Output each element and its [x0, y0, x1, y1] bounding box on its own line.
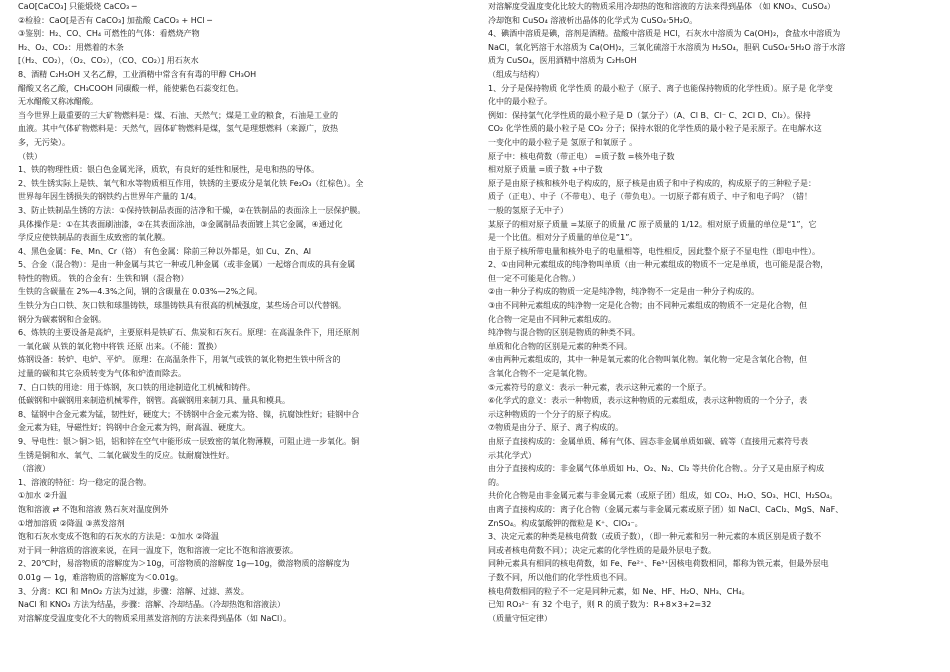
text-line: 1、铁的物理性质：银白色金属光泽，质软，有良好的延性和展性，是电和热的导体。 — [18, 165, 320, 175]
text-line: 核电荷数相同的粒子不一定是同种元素，如 Ne、HF、H₂O、NH₃、CH₄。 — [488, 586, 750, 596]
text-line: 饱和溶液 ⇄ 不饱和溶液 熟石灰对温度例外 — [18, 504, 169, 514]
text-line: 单质和化合物的区别是元素的种类不同。 — [488, 341, 632, 351]
text-line: ④由两种元素组成的，其中一种是氧元素的化合物叫氧化物。氧化物一定是含氧化合物，但 — [488, 355, 808, 365]
text-line: 低碳钢和中碳钢用来制造机械零件，钢管。高碳钢用来制刀具、量具和模具。 — [18, 396, 290, 406]
text-line: 过量的碳和其它杂质转变为气体和炉渣而除去。 — [18, 369, 186, 379]
text-line: 由原子直接构成的：金属单质、稀有气体、固态非金属单质如碳、硫等（直接用元素符号表 — [488, 437, 808, 446]
text-line: 同种元素具有相同的核电荷数，如 Fe、Fe²⁺、Fe³⁺因核电荷数相同，都称为铁元素，但最外层电 — [488, 559, 829, 569]
text-line: 4、碘酒中溶质是碘，溶剂是酒精。盐酸中溶质是 HCl，石灰水中溶质为 Ca(OH)₂，食盐水中溶质为 — [488, 29, 841, 39]
text-line: 3、分离：KCl 和 MnO₂ 方法为过滤，步骤：溶解、过滤、蒸发。 — [18, 586, 249, 596]
text-line: NaCl 和 KNO₃ 方法为结晶，步骤：溶解、冷却结晶。（冷却热饱和溶液法） — [18, 600, 286, 610]
text-line: 6、炼铁的主要设备是高炉，主要原料是铁矿石、焦炭和石灰石。原理：在高温条件下，用还原剂 — [18, 328, 360, 338]
text-line: 化合物一定是由不同种元素组成的。 — [488, 314, 616, 324]
text-line: 4、黑色金属：Fe、Mn、Cr（铬） 有色金属：除前三种以外都是，如 Cu、Zn、Al — [18, 246, 312, 256]
text-line: ⑥化学式的意义：表示一种物质，表示这种物质的元素组成，表示这种物质的一个分子，表 — [488, 396, 808, 406]
text-line: 金元素为硅，导磁性好；钨钢中合金元素为钨，耐高温、硬度大。 — [18, 423, 250, 433]
text-line: ⑦物质是由分子、原子、离子构成的。 — [488, 423, 624, 433]
text-line: 纯净物与混合物的区别是物质的种类不同。 — [488, 328, 640, 338]
text-line: 1、分子是保持物质 化学性质 的最小粒子（原子、离子也能保持物质的化学性质）。原子是 化学变 — [488, 83, 833, 93]
text-line: 共价化合物是由非金属元素与非金属元素（或原子团）组成，如 CO₂、H₂O、SO₃、HCl、H₂SO₄。 — [488, 491, 838, 501]
text-line: 血液。其中气体矿物燃料是：天然气，固体矿物燃料是煤，氢气是理想燃料（来源广，放热 — [18, 124, 338, 134]
text-line: 对溶解度受温度变化不大的物质采用蒸发溶剂的方法来得到晶体（如 NaCl）。 — [18, 613, 292, 623]
text-line: CaO[CaCO₃] 只能煅烧 CaCO₃ ─ — [18, 2, 137, 11]
text-line: （质量守恒定律） — [488, 613, 552, 623]
text-line: （组成与结构） — [488, 69, 544, 79]
text-line: 醋酸又名乙酸，CH₃COOH 同碳酸一样，能使紫色石蕊变红色。 — [18, 83, 244, 93]
text-line: 1、溶液的特征：均一稳定的混合物。 — [18, 477, 152, 487]
text-line: ②由一种分子构成的物质一定是纯净物，纯净物不一定是由一种分子构成的。 — [488, 287, 760, 297]
text-line: 学反应使铁制品的表面生成致密的氧化膜。 — [18, 233, 170, 243]
text-line: 示这种物质的一个分子的原子构成。 — [488, 409, 616, 419]
text-line: 相对原子质量 =质子数 +中子数 — [488, 165, 603, 175]
text-line: 冷却饱和 CuSO₄ 溶液析出晶体的化学式为 CuSO₄·5H₂O。 — [488, 15, 698, 25]
text-line: 炼钢设备：转炉、电炉、平炉。 原理：在高温条件下，用氧气或铁的氧化物把生铁中所含的 — [18, 355, 341, 365]
text-line: 3、决定元素的种类是核电荷数（或质子数），（即一种元素和另一种元素的本质区别是质子数不 — [488, 532, 822, 542]
text-line: H₂、O₂、CO₂：用燃着的木条 — [18, 42, 124, 52]
text-line: 例如：保持氯气化学性质的最小粒子是 D（氯分子）（A、Cl B、Cl⁻ C、2Cl D、Cl₂）。保持 — [488, 110, 811, 120]
text-line: 已知 RO₃²⁻ 有 32 个电子，则 R 的质子数为：R+8×3+2=32 — [488, 600, 712, 610]
text-line: 8、锰钢中合金元素为锰，韧性好，硬度大；不锈钢中合金元素为铬、镍，抗腐蚀性好；硅钢中合 — [18, 409, 360, 419]
text-line: 的。 — [488, 477, 504, 487]
text-line: ①加水 ②升温 — [18, 491, 67, 501]
text-line: ①增加溶质 ②降温 ③蒸发溶剂 — [18, 518, 125, 528]
text-line: 0.01g — 1g，难溶物质的溶解度为＜0.01g。 — [18, 572, 184, 582]
text-line: 由于原子核所带电量和核外电子的电量相等，电性相反，因此整个原子不显电性（即电中性）。 — [488, 246, 820, 256]
text-line: 含氧化合物不一定是氧化物。 — [488, 369, 592, 379]
text-line: 5、合金（混合物）：是由一种金属与其它一种或几种金属（或非金属）一起熔合而成的具有金属 — [18, 260, 356, 270]
text-line: 2、①由同种元素组成的纯净物叫单质（由一种元素组成的物质不一定是单质，也可能是混合物， — [488, 260, 829, 270]
text-line: （铁） — [18, 151, 42, 161]
text-line: 9、导电性：银＞铜＞铝，铝和锌在空气中能形成一层致密的氧化物薄膜，可阻止进一步氧化。铜 — [18, 437, 360, 446]
text-line: 生铁分为白口铁、灰口铁和球墨铸铁，球墨铸铁具有很高的机械强度，某些场合可以代替钢。 — [18, 301, 346, 311]
text-line: NaCl，氧化钙溶于水溶质为 Ca(OH)₂，三氧化硫溶于水溶质为 H₂SO₄，胆矾 CuSO₄·5H₂O 溶于水溶 — [488, 42, 846, 52]
left-column — [18, 0, 468, 625]
text-line: CO₂ 化学性质的最小粒子是 CO₂ 分子；保持水银的化学性质的最小粒子是汞原子。在电解水这 — [488, 124, 822, 134]
text-line: 示其化学式） — [488, 450, 536, 460]
text-line: 对溶解度受温度变化比较大的物质采用冷却热的饱和溶液的方法来得到晶体 （如 KNO₃、CuSO₄） — [488, 2, 836, 11]
text-line: 无水醋酸又称冰醋酸。 — [18, 97, 98, 107]
text-line: 生铁的含碳量在 2%—4.3%之间，钢的含碳量在 0.03%—2%之间。 — [18, 287, 263, 297]
text-line: 生锈是铜和水、氧气、二氧化碳发生的反应。钛耐腐蚀性好。 — [18, 450, 234, 460]
text-line: ZnSO₄。构成氯酸钾的微粒是 K⁺、ClO₃⁻。 — [488, 518, 643, 528]
text-line: 世界每年因生锈损失的钢铁约占世界年产量的 1/4。 — [18, 192, 202, 202]
text-line: 2、20℃时，易溶物质的溶解度为＞10g，可溶物质的溶解度 1g—10g，微溶物质的溶解度为 — [18, 559, 350, 569]
text-line: 8、酒精 C₂H₅OH 又名乙醇，工业酒精中常含有有毒的甲醇 CH₃OH — [18, 69, 257, 79]
text-line: 一变化中的最小粒子是 氢原子和氧原子 。 — [488, 137, 638, 147]
text-line: 一般的氢原子无中子） — [488, 205, 568, 215]
text-line: （溶液） — [18, 464, 50, 474]
text-line: 子数不同，所以他们的化学性质也不同。 — [488, 572, 632, 582]
text-line: 对于同一种溶质的溶液来说，在同一温度下，饱和溶液一定比不饱和溶液要浓。 — [18, 545, 298, 555]
text-line: 同或者核电荷数不同）；决定元素的化学性质的是最外层电子数。 — [488, 545, 716, 555]
text-line: [（H₂、CO₂），（O₂、CO₂），（CO、CO₂）] 用石灰水 — [18, 56, 199, 66]
text-line: 是一个比值。相对分子质量的单位是“1”。 — [488, 233, 638, 243]
text-line: ⑤元素符号的意义：表示一种元素，表示这种元素的一个原子。 — [488, 382, 712, 392]
text-line: ③鉴别：H₂、CO、CH₄ 可燃性的气体：看燃烧产物 — [18, 29, 200, 39]
text-line: 钢分为碳素钢和合金钢。 — [18, 314, 106, 324]
text-line: 多，无污染）。 — [18, 137, 70, 147]
text-line: ③由不同种元素组成的纯净物一定是化合物；由不同种元素组成的物质不一定是化合物，但 — [488, 301, 808, 311]
text-line: 当今世界上最重要的三大矿物燃料是：煤、石油、天然气；煤是工业的粮食，石油是工业的 — [18, 110, 338, 120]
text-line: 质为 CuSO₄，医用酒精中溶质为 C₂H₅OH — [488, 56, 637, 66]
right-column — [488, 0, 938, 625]
text-line: 但一定不可能是化合物。） — [488, 273, 580, 283]
text-line: 某原子的相对原子质量 =某原子的质量 /C 原子质量的 1/12。相对原子质量的单位是“1”，它 — [488, 219, 817, 229]
text-line: 2、铁生锈实际上是铁、氧气和水等物质相互作用，铁锈的主要成分是氧化铁 Fe₂O₃（红棕色）。全 — [18, 178, 364, 188]
text-line: 原子是由原子核和核外电子构成的，原子核是由质子和中子构成的，构成原子的三种粒子是： — [488, 178, 816, 188]
text-line: 质子（正电）、中子（不带电）、电子（带负电）。一切原子都有质子、中子和电子吗？（错！ — [488, 192, 812, 202]
text-line: 一氧化碳 从铁的氧化物中将铁 还原 出来。（不能：置换） — [18, 341, 222, 351]
text-line: 饱和石灰水变成不饱和的石灰水的方法是：①加水 ②降温 — [18, 532, 219, 542]
text-line: 具体操作是：①在其表面刷油漆，②在其表面涂油，③金属制品表面镀上其它金属，④通过化 — [18, 219, 343, 229]
text-line: 特性的物质。 铁的合金有：生铁和钢（混合物） — [18, 273, 189, 283]
text-line: 化中的最小粒子。 — [488, 97, 552, 107]
text-line: ②检验：CaO[是否有 CaCO₃] 加盐酸 CaCO₃ + HCl ─ — [18, 15, 212, 25]
text-line: 由离子直接构成的：离子化合物（金属元素与非金属元素或原子团）如 NaCl、CaCl₂、MgS、NaF、 — [488, 504, 844, 514]
text-line: 7、白口铁的用途：用于炼钢，灰口铁的用途制造化工机械和铸件。 — [18, 382, 256, 392]
text-line: 3、防止铁制品生锈的方法：①保持铁制品表面的洁净和干燥，②在铁制品的表面涂上一层保护膜。 — [18, 205, 366, 215]
text-line: 由分子直接构成的：非金属气体单质如 H₂、O₂、N₂、Cl₂ 等共价化合物、。分子又是由原子构成 — [488, 464, 825, 474]
text-line: 原子中：核电荷数（带正电） =质子数 =核外电子数 — [488, 151, 675, 161]
